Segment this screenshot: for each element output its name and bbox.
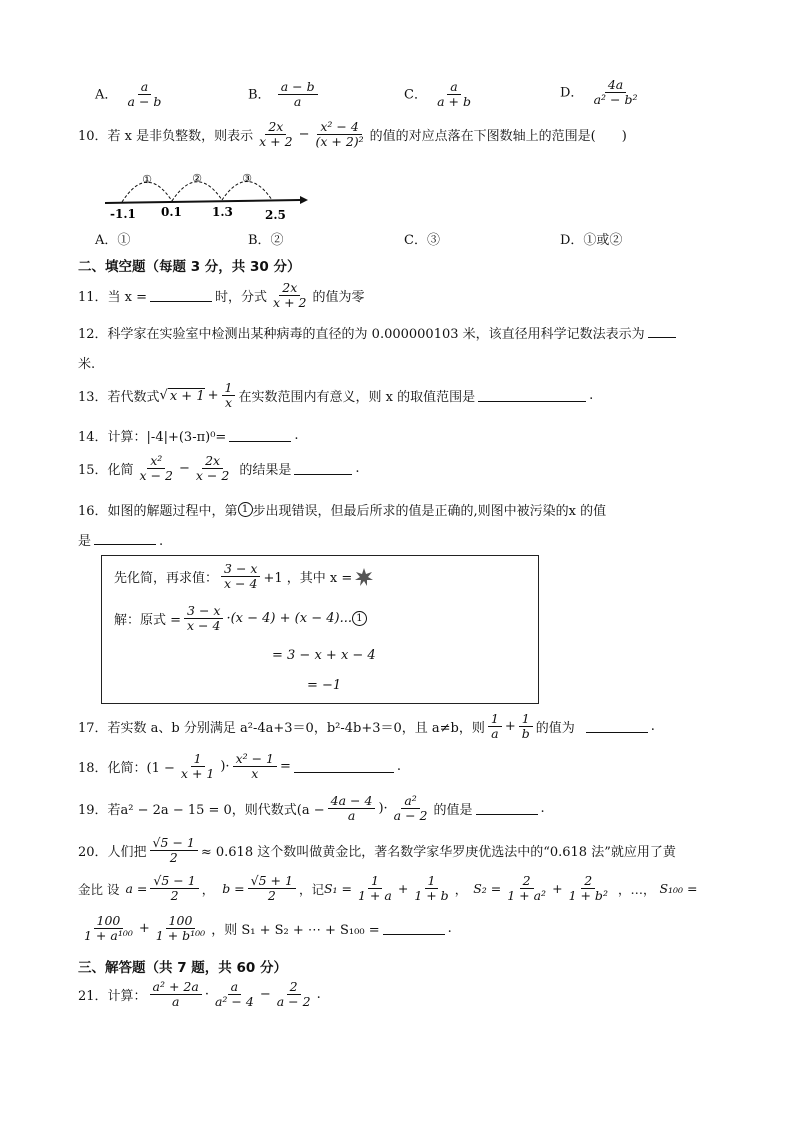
tick-label: 2.5 xyxy=(265,208,286,220)
tick-label: 0.1 xyxy=(161,205,182,219)
fraction: $\frac{1}{1 + a}$ xyxy=(358,873,392,904)
fraction: $\frac{1}{x}$ xyxy=(222,381,236,411)
q9-option-a xyxy=(95,80,167,110)
fraction: $\frac{2}{\text{1 + a²}}$ xyxy=(507,873,547,904)
question-12: 12．科学家在实验室中检测出某种病毒的直径的为 0.000000103 米，该直径用科学记数法表示为 xyxy=(78,323,679,342)
q10-option-b: B．② xyxy=(248,233,284,248)
question-20: 20．人们把 $\frac{√5 - 1}{2}$ ≈ 0.618 这个数叫做黄金比，著名数学家华罗庚优选法中的“0.618 法”就应用了黄 xyxy=(78,835,676,866)
box-line-3: = 3 − x + x − 4 xyxy=(272,648,376,663)
question-16: 16．如图的解题过程中，第 1 步出现错误，但最后所求的值是正确的,则图中被污染的x 的值 xyxy=(78,503,607,519)
answer-blank[interactable] xyxy=(478,389,586,402)
arc-label-1: ① xyxy=(142,173,152,186)
section-heading: 三、解答题（共 7 题，共 60 分） xyxy=(78,960,287,976)
answer-blank[interactable] xyxy=(476,802,538,815)
tick-label: 1.3 xyxy=(212,205,233,219)
answer-blank[interactable] xyxy=(383,922,445,935)
answer-blank[interactable] xyxy=(586,720,648,733)
question-16-cont: 是 . xyxy=(78,534,164,549)
fraction: $\frac{\text{x² − 4}}{\text{(x + 2)²}}$ xyxy=(315,119,364,150)
arc-label-3: ③ xyxy=(242,172,252,185)
fraction: $\frac{2x}{x - 2}$ xyxy=(195,453,230,484)
arc-label-2: ② xyxy=(192,172,202,185)
fraction: $\frac{2x}{x + 2}$ xyxy=(259,119,293,150)
fraction: $\frac{\text{x² − 1}}{x}$ xyxy=(233,752,277,782)
option-label: A． xyxy=(95,87,118,103)
solution-box xyxy=(101,555,539,704)
question-18: 18．化简：(1 − $\frac{1}{x + 1}$ )· $\frac{\text{x² − 1}}{x}$ = . xyxy=(78,751,402,782)
box-line-4: = −1 xyxy=(307,678,342,693)
answer-blank[interactable] xyxy=(229,429,291,442)
question-21: 21．计算： $\frac{\text{a² + 2a}}{a}$ · $\frac{a}{\text{a² − 4}}$ − $\frac{2}{a - 2}$ . xyxy=(78,979,321,1010)
q9-option-c xyxy=(404,80,477,110)
fraction: $\frac{\text{a²}}{a - 2}$ xyxy=(393,793,428,824)
answer-blank[interactable] xyxy=(294,462,352,475)
question-17: 17．若实数 a、b 分别满足 a²-4a+3＝0，b²-4b+3＝0，且 a≠b，则 $\frac{1}{a}$ + $\frac{1}{b}$ 的值为 . xyxy=(78,711,655,742)
axis-arrow-icon xyxy=(300,196,308,204)
fraction: $\frac{3 - x}{x - 4}$ xyxy=(221,562,260,592)
fraction: $\frac{1}{b}$ xyxy=(519,712,533,742)
fraction: $\frac{√5 + 1}{2}$ xyxy=(248,874,296,904)
q10-option-d: D．①或② xyxy=(560,233,623,248)
fraction: $\frac{100}{\text{1 + a¹⁰⁰}}$ xyxy=(84,913,133,944)
fraction: $\frac{a}{\text{a² − 4}}$ xyxy=(214,979,254,1010)
fraction: $\frac{4a - 4}{a}$ xyxy=(328,794,376,824)
box-line-1: 先化简，再求值： $\frac{3 - x}{x - 4}$ +1 ，其中 x = xyxy=(114,562,373,592)
fraction: $\frac{\text{a² + 2a}}{a}$ xyxy=(150,980,202,1010)
circled-number: 1 xyxy=(238,502,253,517)
fraction: $\frac{√5 - 1}{2}$ xyxy=(150,874,198,904)
question-19: 19．若a² − 2a − 15 = 0，则代数式(a − $\frac{4a - 4}{a}$ )· $\frac{\text{a²}}{a - 2}$ 的值是 . xyxy=(78,793,545,824)
answer-blank[interactable] xyxy=(150,289,212,302)
option-label: C． xyxy=(404,87,427,103)
q10-option-c: C．③ xyxy=(404,233,440,248)
question-12-cont: 米. xyxy=(78,357,96,372)
fraction: $\frac{4a}{\text{a² − b²}}$ xyxy=(593,77,638,108)
question-15: 15．化简 $\frac{\text{x²}}{x - 2}$ − $\frac{2x}{x - 2}$ 的结果是 . xyxy=(78,453,360,484)
fraction: $\frac{√5 - 1}{2}$ xyxy=(150,836,198,866)
question-20-line-2: 金比 设 a = $\frac{√5 - 1}{2}$ ， b = $\frac{√5 + 1}{2}$ ，记 S₁ = $\frac{1}{1 + a}$ + $\frac{1}{1 + b}$ ， S₂ = $\frac{2}{\text{1 + a²}}$ + $\frac{2}{\text{1 + b²}}$ ，…， S₁₀₀ = xyxy=(78,873,698,904)
fraction: $\frac{2}{\text{1 + b²}}$ xyxy=(568,873,608,904)
question-20-line-3: $\frac{100}{\text{1 + a¹⁰⁰}}$ + $\frac{100}{\text{1 + b¹⁰⁰}}$ ，则 S₁ + S₂ + ⋯ + S₁₀₀ = . xyxy=(78,914,452,944)
fraction: $\frac{3 - x}{x - 4}$ xyxy=(184,604,223,634)
question-11: 11．当 x = 时，分式 $\frac{2x}{x + 2}$ 的值为零 xyxy=(78,280,365,311)
fraction: $\frac{100}{\text{1 + b¹⁰⁰}}$ xyxy=(155,913,206,944)
fraction: $\frac{1}{a}$ xyxy=(488,712,502,742)
answer-blank[interactable] xyxy=(294,760,394,773)
sqrt-sign-icon: √ xyxy=(159,388,168,404)
question-14: 14．计算：|-4|+(3-π)⁰= . xyxy=(78,428,299,445)
fraction: $\frac{1}{1 + b}$ xyxy=(414,873,449,904)
question-10: 10．若 x 是非负整数，则表示 $\frac{2x}{x + 2}$ − $\frac{\text{x² − 4}}{\text{(x + 2)²}}$ 的值的对应点落在下图数轴上的范围是( ) xyxy=(78,119,627,150)
section-heading: 二、填空题（每题 3 分，共 30 分） xyxy=(78,259,301,275)
option-label: D． xyxy=(560,85,584,101)
fraction: $\frac{2}{a - 2}$ xyxy=(276,979,311,1010)
fraction: $\frac{2x}{x + 2}$ xyxy=(273,280,307,311)
option-label: B． xyxy=(248,87,271,103)
q10-option-a: A．① xyxy=(95,233,131,248)
fraction: $\frac{1}{x + 1}$ xyxy=(180,751,215,782)
number-line-figure xyxy=(100,165,310,220)
q9-option-d xyxy=(560,78,643,108)
circled-number: 1 xyxy=(352,611,367,626)
ink-blot-icon xyxy=(355,568,373,586)
fraction: $\frac{\text{x²}}{x - 2}$ xyxy=(139,453,173,484)
question-13: 13．若代数式 √ x + 1 + $\frac{1}{x}$ 在实数范围内有意义，则 x 的取值范围是 . xyxy=(78,380,594,411)
answer-blank[interactable] xyxy=(94,532,156,545)
tick-label: -1.1 xyxy=(110,207,136,220)
fraction: $\frac{a}{a - b}$ xyxy=(127,79,162,110)
axis-line xyxy=(105,200,300,203)
box-line-2: 解：原式 = $\frac{3 - x}{x - 4}$ ·(x − 4) + (x − 4)... 1 xyxy=(114,604,367,634)
fraction: $\frac{a - b}{a}$ xyxy=(278,80,318,110)
answer-blank[interactable] xyxy=(648,325,676,338)
q9-option-b xyxy=(248,80,321,110)
fraction: $\frac{a}{a + b}$ xyxy=(437,79,471,110)
